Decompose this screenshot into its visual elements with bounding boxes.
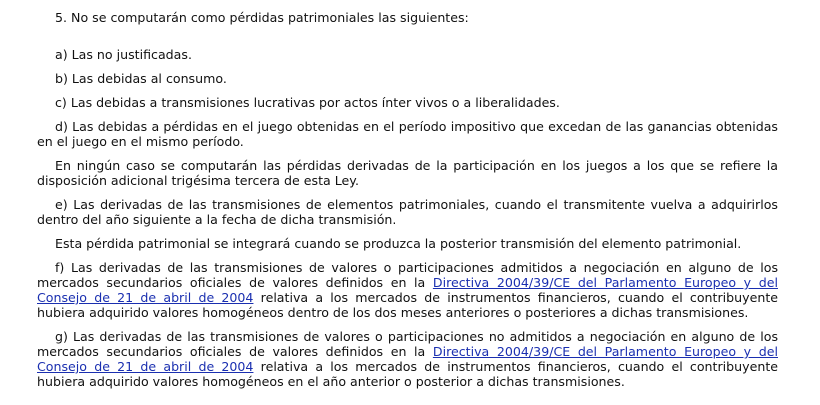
item-e: e) Las derivadas de las transmisiones de elementos patrimoniales, cuando el transmitente vuelva a adquirirlos dentro del año siguiente a la fecha de dicha transmisión. (37, 197, 778, 227)
item-g-text-after: relativa a los mercados de instrumentos financieros, cuando el contribuyente hubiera adquirido valores homogéneos en el año anterior o posterior a dichas transmisiones. (37, 359, 778, 389)
item-b: b) Las debidas al consumo. (55, 71, 227, 86)
directiva-link-f[interactable]: Directiva 2004/39/CE del Parlamento Europeo y del Consejo de 21 de abril de 2004 (37, 275, 778, 305)
item-e-note: Esta pérdida patrimonial se integrará cuando se produzca la posterior transmisión del elemento patrimonial. (55, 236, 742, 251)
item-a: a) Las no justificadas. (55, 47, 192, 62)
item-g-text-before: g) Las derivadas de las transmisiones de valores o participaciones no admitidos a negociación en alguno de los mercados secundarios oficiales de valores definidos en la (37, 329, 778, 359)
item-d: d) Las debidas a pérdidas en el juego obtenidas en el período impositivo que excedan de las ganancias obtenidas en el juego en el mismo período. (37, 119, 778, 149)
item-g (37, 329, 778, 389)
item-f (37, 260, 778, 320)
section-heading: 5. No se computarán como pérdidas patrimoniales las siguientes: (55, 10, 469, 25)
item-f-text-after: relativa a los mercados de instrumentos financieros, cuando el contribuyente hubiera adquirido valores homogéneos dentro de los dos meses anteriores o posteriores a dichas transmisiones. (37, 290, 778, 320)
item-f-text-before: f) Las derivadas de las transmisiones de valores o participaciones admitidos a negociación en alguno de los mercados secundarios oficiales de valores definidos en la (37, 260, 778, 290)
item-c: c) Las debidas a transmisiones lucrativas por actos ínter vivos o a liberalidades. (55, 95, 560, 110)
directiva-link-g[interactable]: Directiva 2004/39/CE del Parlamento Europeo y del Consejo de 21 de abril de 2004 (37, 344, 778, 374)
item-d-note: En ningún caso se computarán las pérdidas derivadas de la participación en los juegos a los que se refiere la disposición adicional trigésima tercera de esta Ley. (37, 158, 778, 188)
